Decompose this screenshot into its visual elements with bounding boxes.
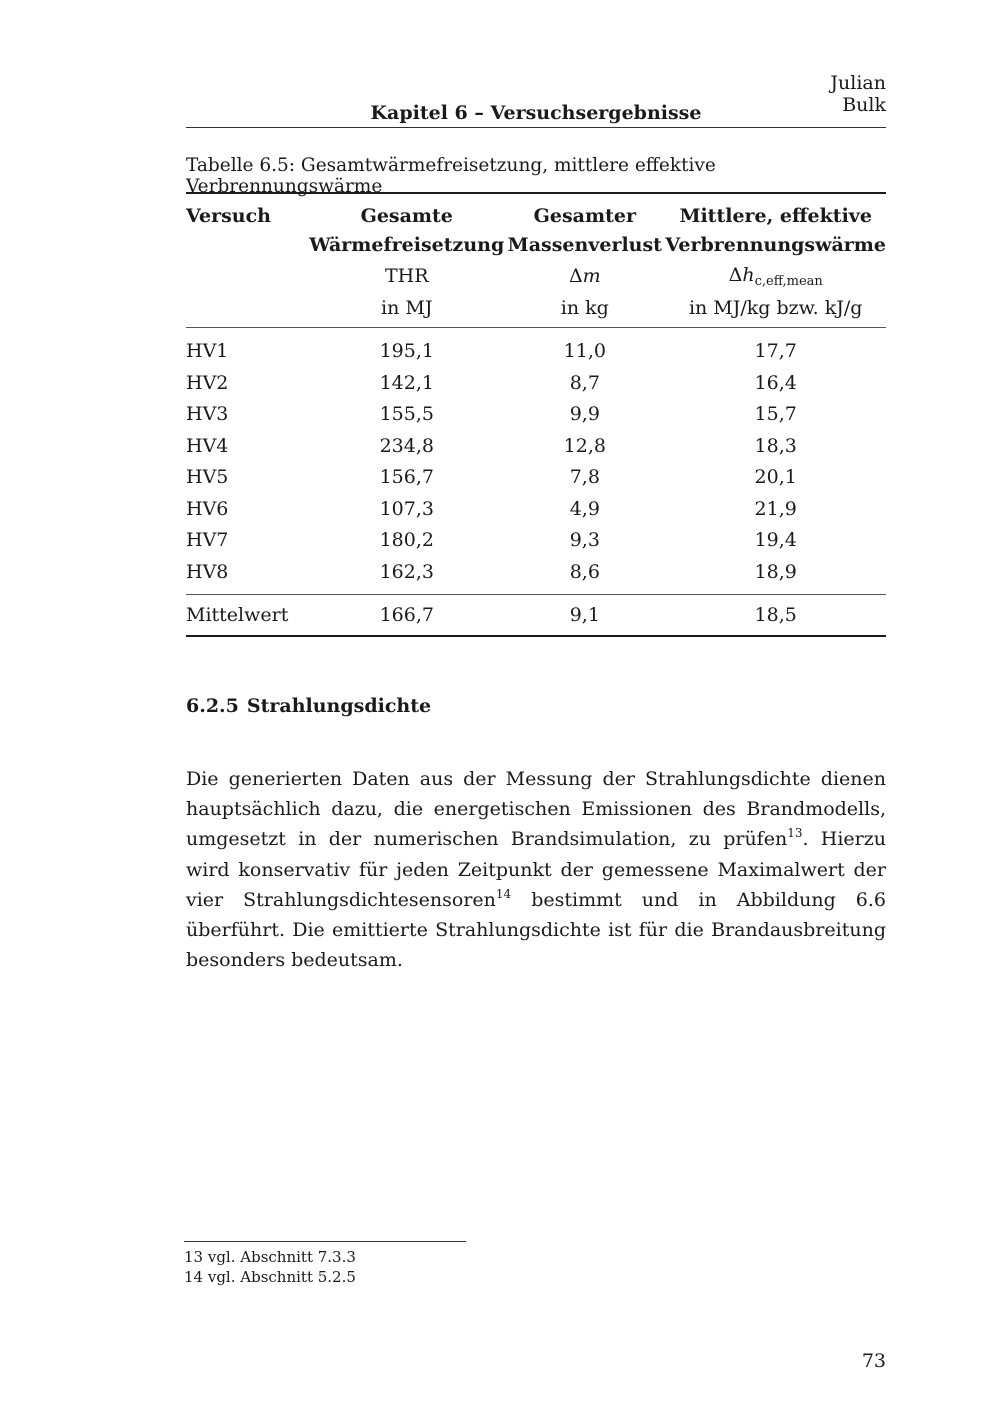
table-row: [186, 367, 886, 399]
header-gesamte: Gesamte: [309, 193, 504, 229]
table-row: [186, 327, 886, 367]
cell-mass-loss: 9,9: [569, 403, 600, 426]
table-row: [186, 430, 886, 462]
symbol-delta: Δ: [568, 265, 583, 288]
header-empty: [186, 292, 309, 327]
footnotes: [184, 1247, 884, 1287]
header-rule: [186, 127, 886, 128]
paragraph-part-2: . Hierzu wird konservativ für jeden Zeitpunkt der gemessene Maximalwert der vier Strahlungsdichtesensoren: [186, 828, 886, 911]
table-row: [186, 462, 886, 494]
cell-thr: 180,2: [379, 529, 434, 552]
cell-versuch: HV2: [186, 371, 229, 394]
header-verbrennungswaerme: Verbrennungswärme: [665, 233, 886, 256]
symbol-var-h: h: [742, 263, 755, 286]
table-header-row-titles: [186, 193, 886, 229]
cell-versuch: HV6: [186, 497, 229, 520]
section-number: 6.2.5: [186, 695, 239, 717]
body-paragraph: [186, 764, 886, 975]
cell-mass-loss: 11,0: [563, 340, 606, 363]
symbol-delta-m: [504, 261, 665, 293]
table-caption: Tabelle 6.5: Gesamtwärmefreisetzung, mittlere effektive Verbrennungswärme: [186, 155, 716, 197]
cell-versuch: HV4: [186, 434, 229, 457]
cell-mass-loss: 9,3: [569, 529, 600, 552]
cell-mass-loss: 7,8: [569, 466, 600, 489]
unit-mj-per-kg: in MJ/kg bzw. kJ/g: [665, 292, 886, 327]
symbol-var-m: m: [582, 265, 601, 288]
footnote-ref-13[interactable]: 13: [787, 826, 803, 841]
paragraph-part-1: Die generierten Daten aus der Messung der Strahlungsdichte dienen hauptsächlich dazu, die energetischen Emissionen des Brandmodells, umgesetzt in der numerischen Brandsimulation, zu prüfen: [186, 768, 886, 851]
header-empty: [186, 261, 309, 293]
footnote-13: 13 vgl. Abschnitt 7.3.3: [184, 1248, 356, 1266]
table-row: [186, 525, 886, 557]
cell-thr: 234,8: [379, 434, 434, 457]
cell-heat-of-combustion: 18,9: [754, 560, 797, 583]
header-versuch: Versuch: [186, 193, 309, 229]
cell-heat-of-combustion: 21,9: [754, 497, 797, 520]
paragraph-part-3: bestimmt und in Abbildung 6.6 überführt. Die emittierte Strahlungsdichte ist für die Brandausbreitung besonders bedeutsam.: [186, 888, 886, 972]
footnote-rule: [184, 1241, 466, 1242]
cell-versuch: HV3: [186, 403, 229, 426]
unit-kg: in kg: [504, 292, 665, 327]
cell-thr: 195,1: [379, 340, 434, 363]
cell-heat-of-combustion: 17,7: [754, 340, 797, 363]
header-empty: [186, 229, 309, 261]
header-mittlere-effektive: Mittlere, effektive: [665, 193, 886, 229]
cell-versuch: HV8: [186, 560, 229, 583]
cell-versuch: HV5: [186, 466, 229, 489]
cell-heat-of-combustion: 19,4: [754, 529, 797, 552]
author-name: Julian Bulk: [830, 72, 886, 116]
symbol-thr: THR: [384, 265, 429, 288]
table-row: [186, 493, 886, 525]
header-massenverlust: Massenverlust: [507, 233, 662, 256]
cell-versuch: HV1: [186, 340, 229, 363]
chapter-title: Kapitel 6 – Versuchsergebnisse: [370, 102, 702, 124]
cell-mass-loss: 8,6: [569, 560, 600, 583]
cell-thr: 162,3: [379, 560, 434, 583]
section-title: Strahlungsdichte: [246, 695, 432, 717]
cell-mean-thr: 166,7: [309, 594, 504, 636]
cell-versuch: HV7: [186, 529, 229, 552]
table-row: [186, 399, 886, 431]
cell-mittelwert-label: Mittelwert: [186, 594, 309, 636]
table-row: [186, 556, 886, 594]
header-waermefreisetzung: Wärmefreisetzung: [309, 233, 505, 256]
footnote-ref-14[interactable]: 14: [495, 886, 512, 901]
cell-thr: 142,1: [379, 371, 434, 394]
table-header-row-units: [186, 292, 886, 327]
cell-thr: 156,7: [379, 466, 434, 489]
table-summary-row: [186, 594, 886, 636]
section-heading: [186, 695, 886, 717]
table-header-row-titles-2: [186, 229, 886, 261]
cell-thr: 107,3: [379, 497, 434, 520]
cell-heat-of-combustion: 20,1: [754, 466, 797, 489]
cell-heat-of-combustion: 18,3: [754, 434, 797, 457]
cell-thr: 155,5: [379, 403, 434, 426]
cell-mass-loss: 4,9: [569, 497, 600, 520]
header-gesamter: Gesamter: [504, 193, 665, 229]
symbol-delta: Δ: [728, 263, 743, 286]
cell-heat-of-combustion: 15,7: [754, 403, 797, 426]
cell-mass-loss: 12,8: [563, 434, 606, 457]
cell-mean-heat-of-combustion: 18,5: [665, 594, 886, 636]
footnote-14: 14 vgl. Abschnitt 5.2.5: [184, 1268, 356, 1286]
unit-mj: in MJ: [309, 292, 504, 327]
symbol-delta-h: [665, 261, 886, 293]
table-header-row-symbols: [186, 261, 886, 293]
cell-heat-of-combustion: 16,4: [754, 371, 797, 394]
symbol-subscript: c,eff,mean: [754, 273, 823, 289]
cell-mass-loss: 8,7: [569, 371, 600, 394]
page-number: 73: [861, 1350, 886, 1372]
results-table: [186, 192, 886, 637]
cell-mean-mass-loss: 9,1: [504, 594, 665, 636]
